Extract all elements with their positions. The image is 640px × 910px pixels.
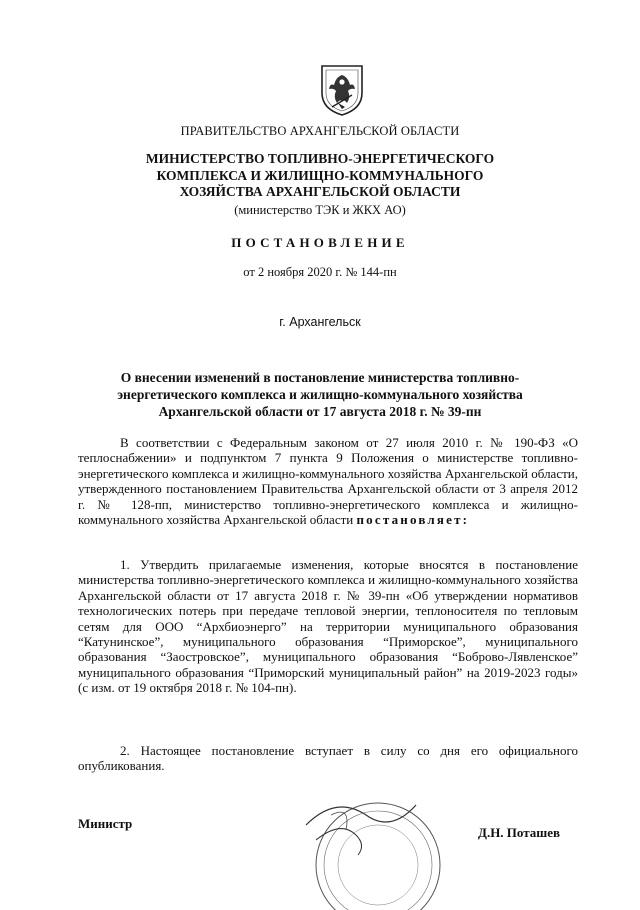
signatory-position: Министр [78, 816, 133, 831]
paragraph-item-2: 2. Настоящее постановление вступает в силу со дня его официального опубликования. [78, 743, 578, 774]
paragraph-preamble [78, 435, 578, 527]
subject-line: Архангельской области от 17 августа 2018 г. № 39-пн [158, 404, 482, 419]
preamble-text: В соответствии с Федеральным законом от 27 июля 2010 г. № 190-ФЗ «О теплоснабжении» и подпунктом 7 пункта 9 Положения о министерстве топливно-энергетического комплекса и жилищно-коммунального хозяйства Архангельской области, утвержденного постановлением Правительства Архангельской области от 3 апреля 2012 г. № 128-пп, министерство топливно-энергетического комплекса и жилищно-коммунального хозяйства Архангельской области [78, 435, 578, 528]
decree-date-number: от 2 ноября 2020 г. № 144-пн [243, 265, 397, 279]
official-seal-icon [296, 785, 446, 910]
resolution-keyword: постановляет: [356, 512, 470, 528]
ministry-name [0, 151, 640, 201]
paragraph-item-1: 1. Утвердить прилагаемые изменения, которые вносятся в постановление министерства топливно-энергетического комплекса и жилищно-коммунального хозяйства Архангельской области от 17 августа 2018 г. № 39-пн «Об утверждении нормативов технологических потерь при передаче тепловой энергии, теплоносителя по тепловым сетям для ООО “Архбиоэнерго” на территории муниципального образования “Катунинское”, муниципального образования “Приморское”, муниципального образования “Заостровское”, муниципального образования “Боброво-Лявленское” муниципального образования “Приморский муниципальный район” на 2019-2023 годы» (с изм. от 19 октября 2018 г. № 104-пн). [78, 557, 578, 696]
government-name: ПРАВИТЕЛЬСТВО АРХАНГЕЛЬСКОЙ ОБЛАСТИ [180, 124, 460, 138]
ministry-abbreviation: (министерство ТЭК и ЖКХ АО) [234, 203, 406, 217]
subject-line: энергетического комплекса и жилищно-коммунального хозяйства [117, 387, 523, 402]
subject-line: О внесении изменений в постановление министерства топливно- [120, 370, 520, 385]
decree-title: ПОСТАНОВЛЕНИЕ [231, 235, 409, 250]
coat-of-arms-icon [318, 63, 366, 117]
ministry-name-line: МИНИСТЕРСТВО ТОПЛИВНО-ЭНЕРГЕТИЧЕСКОГО [145, 151, 495, 166]
decree-city: г. Архангельск [279, 315, 361, 329]
ministry-name-line: КОМПЛЕКСА И ЖИЛИЩНО-КОММУНАЛЬНОГО [156, 167, 484, 183]
ministry-name-line: ХОЗЯЙСТВА АРХАНГЕЛЬСКОЙ ОБЛАСТИ [179, 184, 461, 199]
decree-subject [100, 369, 540, 420]
signatory-name: Д.Н. Поташев [478, 825, 561, 840]
